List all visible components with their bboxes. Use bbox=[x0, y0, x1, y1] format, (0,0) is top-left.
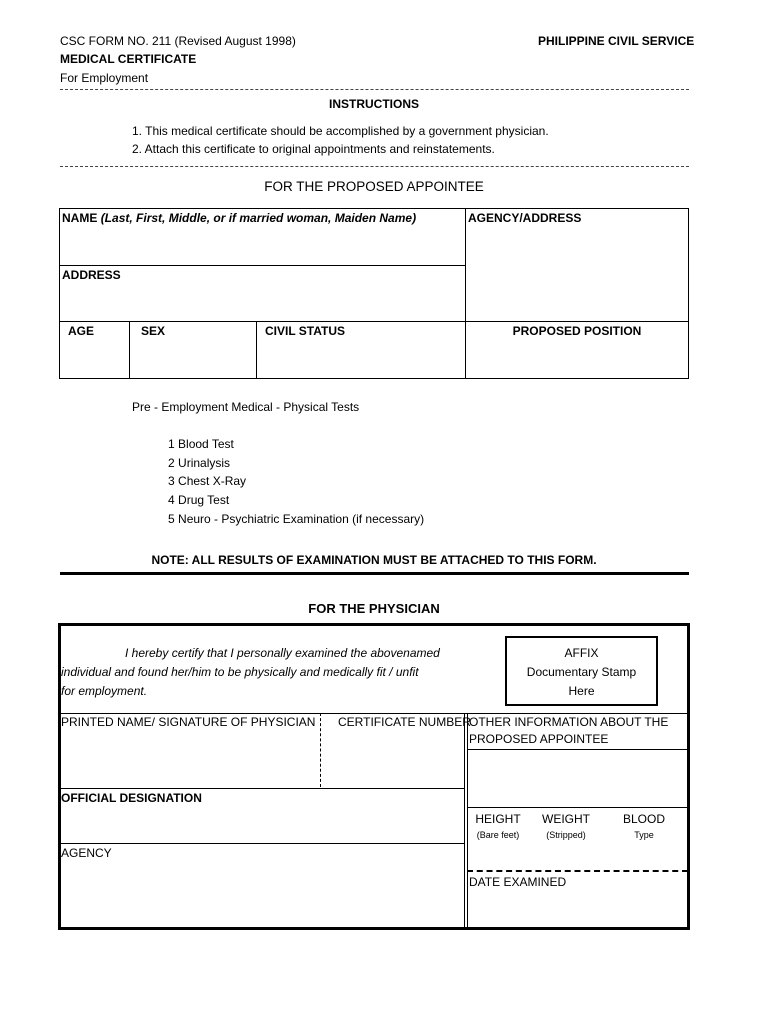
agency-label: AGENCY bbox=[61, 846, 112, 860]
age-label: AGE bbox=[68, 324, 95, 338]
test-number: 2 bbox=[168, 456, 175, 470]
divider bbox=[467, 807, 688, 808]
list-item bbox=[168, 456, 230, 470]
agency-name: PHILIPPINE CIVIL SERVICE bbox=[538, 34, 695, 48]
section-divider bbox=[60, 572, 689, 575]
weight-label: WEIGHT bbox=[542, 812, 590, 826]
divider bbox=[59, 321, 689, 322]
stamp-text: Here bbox=[568, 684, 595, 698]
address-label: ADDRESS bbox=[62, 268, 121, 282]
agency-address-label: AGENCY/ADDRESS bbox=[468, 211, 582, 225]
divider bbox=[465, 208, 466, 379]
form-title: MEDICAL CERTIFICATE bbox=[60, 52, 197, 66]
certification-text: for employment. bbox=[61, 684, 148, 698]
appointee-table bbox=[59, 208, 689, 379]
test-number: 3 bbox=[168, 474, 175, 488]
instruction-item: 1. This medical certificate should be accomplished by a government physician. bbox=[132, 124, 549, 138]
divider bbox=[60, 89, 689, 90]
certification-text: I hereby certify that I personally examined the abovenamed bbox=[125, 646, 440, 660]
height-note: (Bare feet) bbox=[476, 830, 520, 840]
height-label: HEIGHT bbox=[475, 812, 521, 826]
printed-name-label: PRINTED NAME/ SIGNATURE OF PHYSICIAN bbox=[61, 715, 316, 729]
test-label: Neuro - Psychiatric Examination (if necessary) bbox=[178, 512, 425, 526]
divider bbox=[464, 713, 465, 929]
form-subtitle: For Employment bbox=[60, 71, 149, 85]
divider bbox=[60, 166, 689, 167]
test-label: Chest X-Ray bbox=[178, 474, 247, 488]
divider bbox=[59, 713, 688, 714]
weight-note: (Stripped) bbox=[546, 830, 586, 840]
certification-text: individual and found her/him to be physically and medically fit / unfit bbox=[61, 665, 419, 679]
blood-note: Type bbox=[634, 830, 654, 840]
list-item bbox=[168, 437, 234, 451]
divider bbox=[129, 321, 130, 379]
divider bbox=[59, 265, 465, 266]
name-hint: (Last, First, Middle, or if married woman, Maiden Name) bbox=[100, 211, 417, 225]
tests-heading: Pre - Employment Medical - Physical Tests bbox=[132, 400, 360, 414]
stamp-text: Documentary Stamp bbox=[526, 665, 637, 679]
instructions-heading: INSTRUCTIONS bbox=[329, 97, 419, 111]
other-info-label: PROPOSED APPOINTEE bbox=[469, 732, 609, 746]
civil-status-label: CIVIL STATUS bbox=[265, 324, 346, 338]
form-number: CSC FORM NO. 211 (Revised August 1998) bbox=[60, 34, 296, 48]
proposed-position-label: PROPOSED POSITION bbox=[512, 324, 642, 338]
divider bbox=[256, 321, 257, 379]
sex-label: SEX bbox=[141, 324, 166, 338]
other-info-label: OTHER INFORMATION ABOUT THE bbox=[469, 715, 669, 729]
test-number: 5 bbox=[168, 512, 175, 526]
divider bbox=[467, 870, 688, 872]
instruction-item: 2. Attach this certificate to original appointments and reinstatements. bbox=[132, 142, 495, 156]
physician-heading: FOR THE PHYSICIAN bbox=[308, 601, 440, 616]
list-item bbox=[168, 474, 246, 488]
divider bbox=[467, 749, 688, 750]
name-field-label bbox=[62, 211, 416, 225]
test-label: Drug Test bbox=[178, 493, 230, 507]
appointee-heading: FOR THE PROPOSED APPOINTEE bbox=[264, 179, 484, 194]
attachment-note: NOTE: ALL RESULTS OF EXAMINATION MUST BE ATTACHED TO THIS FORM. bbox=[151, 553, 597, 567]
divider bbox=[59, 788, 464, 789]
test-number: 4 bbox=[168, 493, 175, 507]
divider bbox=[320, 713, 321, 787]
name-label: NAME bbox=[62, 211, 98, 225]
test-label: Urinalysis bbox=[178, 456, 231, 470]
stamp-text: AFFIX bbox=[564, 646, 599, 660]
blood-label: BLOOD bbox=[622, 812, 665, 826]
date-examined-label: DATE EXAMINED bbox=[469, 875, 567, 889]
test-label: Blood Test bbox=[178, 437, 234, 451]
certificate-number-label: CERTIFICATE NUMBER bbox=[338, 715, 471, 729]
test-number: 1 bbox=[168, 437, 175, 451]
divider bbox=[59, 843, 464, 844]
list-item bbox=[168, 512, 424, 526]
official-designation-label: OFFICIAL DESIGNATION bbox=[61, 791, 202, 805]
list-item bbox=[168, 493, 229, 507]
